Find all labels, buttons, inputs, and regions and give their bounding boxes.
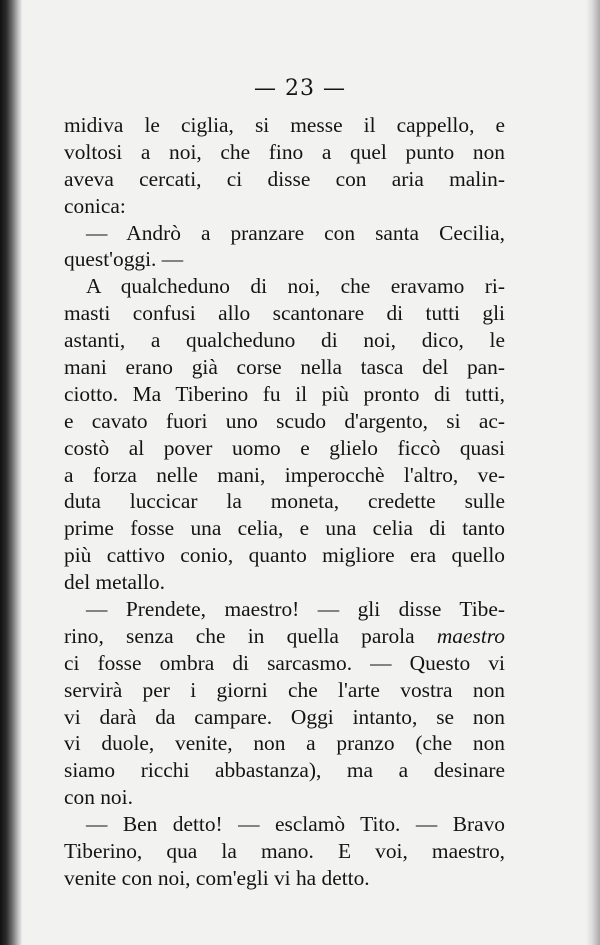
text-line: del metallo. [64,570,165,595]
text-line: midiva le ciglia, si messe il cappello, e [64,113,505,137]
book-spine-shadow [0,0,22,945]
text-line: conica: [64,193,126,218]
text-line: — Andrò a pranzare con santa Cecilia, [86,220,505,245]
text-line: voltosi a noi, che fino a quel punto non [64,139,505,164]
text-line: Tiberino, qua la mano. E voi, maestro, [64,839,505,864]
text-line: — Ben detto! — esclamò Tito. — Bravo [86,812,505,837]
page-number: — 23 — [254,76,346,101]
text-line: costò al pover uomo e glielo ficcò quasi [64,435,505,460]
body-text [64,112,505,892]
page-edge-shadow [586,0,600,945]
text-line: duta luccicar la moneta, credette sulle [64,489,505,514]
text-line: ci fosse ombra di sarcasmo. — Questo vi [64,650,505,675]
text-line: mani erano già corse nella tasca del pan- [64,355,505,380]
text-line: siamo ricchi abbastanza), ma a desinare [64,758,505,783]
text-line: a forza nelle mani, imperocchè l'altro, ve- [64,462,505,487]
text-line: con noi. [64,785,133,810]
text-line: venite con noi, com'egli vi ha detto. [64,865,370,890]
text-line: e cavato fuori uno scudo d'argento, si ac- [64,408,505,433]
text-line: aveva cercati, ci disse con aria malin- [64,166,505,191]
text-line: — Prendete, maestro! — gli disse Tibe- [86,597,505,622]
text-line: servirà per i giorni che l'arte vostra non [64,677,505,702]
text-line: vi duole, venite, non a pranzo (che non [64,731,505,756]
text-line-with-italic [64,623,505,650]
text-line: astanti, a qualcheduno di noi, dico, le [64,328,505,353]
text-line: ciotto. Ma Tiberino fu il più pronto di tutti, [64,381,505,406]
text-line: quest'oggi. — [64,247,184,272]
text-line: più cattivo conio, quanto migliore era quello [64,543,505,568]
italic-word: maestro [436,623,505,648]
text-line: vi darà da campare. Oggi intanto, se non [64,704,505,729]
text-line: A qualcheduno di noi, che eravamo ri- [86,274,505,299]
text-line: masti confusi allo scantonare di tutti gli [64,301,505,326]
text-line: prime fosse una celia, e una celia di tanto [64,516,505,541]
text-line-segment: rino, senza che in quella parola [64,623,437,648]
